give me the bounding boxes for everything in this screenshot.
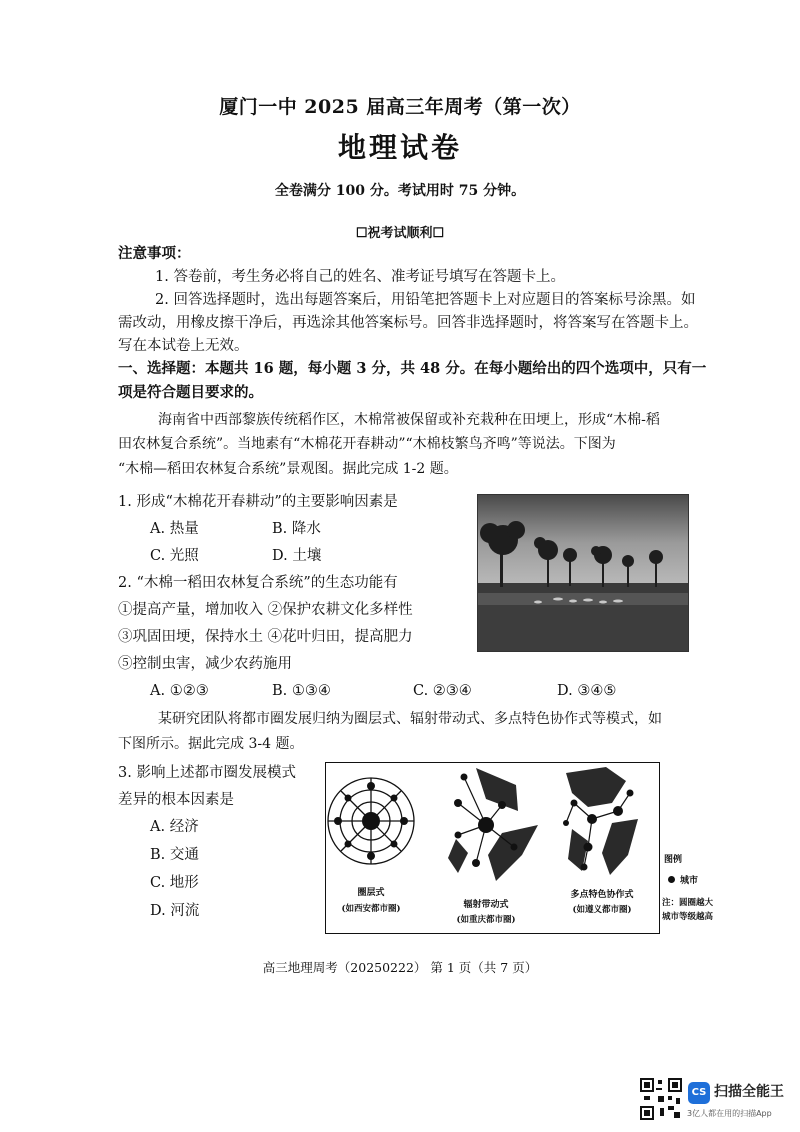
question-1-option-a: A. 热量 bbox=[150, 521, 199, 537]
camscanner-logo-icon: CS bbox=[688, 1082, 710, 1104]
notice-item-1: 1. 答卷前，考生务必将自己的姓名、准考证号填写在答题卡上。 bbox=[155, 269, 565, 285]
section-1-instruction-line-2: 项是符合题目要求的。 bbox=[118, 384, 263, 401]
diagram-sub-concentric: (如西安都市圈) bbox=[341, 904, 401, 914]
page-footer: 高三地理周考（20250222） 第 1 页（共 7 页） bbox=[262, 960, 538, 975]
metro-area-model-diagram bbox=[325, 762, 660, 934]
question-2-statement-2: ③巩固田埂，保持水土 ④花叶归田，提高肥力 bbox=[118, 629, 413, 645]
exam-title: 地理试卷 bbox=[337, 131, 462, 164]
qr-code-icon bbox=[640, 1078, 682, 1120]
diagram-sub-radiation: (如重庆都市圈) bbox=[456, 915, 516, 925]
section-1-instruction-line-1: 一、选择题：本题共 16 题，每小题 3 分，共 48 分。在每小题给出的四个选项中，只有一 bbox=[118, 360, 707, 377]
question-3-stem-line-2: 差异的根本因素是 bbox=[118, 792, 234, 808]
diagram-label-radiation: 辐射带动式 bbox=[463, 900, 509, 910]
notice-item-2-line-2: 需改动，用橡皮擦干净后，再选涂其他答案标号。回答非选择题时，将答案写在答题卡上。 bbox=[118, 315, 698, 331]
question-1-stem: 1. 形成“木棉花开春耕动”的主要影响因素是 bbox=[118, 494, 398, 510]
question-3-option-a: A. 经济 bbox=[150, 819, 199, 835]
question-2-option-c: C. ②③④ bbox=[413, 683, 472, 699]
kapok-rice-landscape-photo bbox=[477, 494, 689, 652]
passage-1-line-2: 田农林复合系统”。当地素有“木棉花开春耕动”“木棉枝繁鸟齐鸣”等说法。下图为 bbox=[118, 436, 616, 452]
legend-title: 图例 bbox=[664, 855, 683, 865]
passage-1-line-1: 海南省中西部黎族传统稻作区，木棉常被保留或补充栽种在田埂上，形成“木棉-稻 bbox=[158, 412, 660, 428]
camscanner-tagline: 3亿人都在用的扫描App bbox=[687, 1109, 772, 1118]
question-3-option-d: D. 河流 bbox=[150, 903, 200, 919]
passage-1-line-3: “木棉—稻田农林复合系统”景观图。据此完成 1-2 题。 bbox=[118, 461, 458, 477]
notice-item-2-line-1: 2. 回答选择题时，选出每题答案后，用铅笔把答题卡上对应题目的答案标号涂黑。如 bbox=[155, 292, 696, 308]
camscanner-name: 扫描全能王 bbox=[714, 1084, 784, 1100]
question-2-statement-1: ①提高产量，增加收入 ②保护农耕文化多样性 bbox=[118, 602, 413, 618]
legend-note-line-2: 城市等级越高 bbox=[662, 912, 714, 922]
multipoint-model-terrain bbox=[566, 767, 638, 875]
full-score-note: 全卷满分 100 分。考试用时 75 分钟。 bbox=[274, 183, 526, 199]
diagram-sub-multipoint: (如遵义都市圈) bbox=[572, 905, 632, 915]
notice-heading: 注意事项： bbox=[118, 245, 191, 262]
question-3-stem-line-1: 3. 影响上述都市圈发展模式 bbox=[118, 765, 296, 781]
passage-2-line-2: 下图所示。据此完成 3-4 题。 bbox=[118, 736, 304, 752]
question-3-option-c: C. 地形 bbox=[150, 875, 199, 891]
passage-2-line-1: 某研究团队将都市圈发展归纳为圈层式、辐射带动式、多点特色协作式等模式，如 bbox=[158, 711, 662, 727]
question-1-option-b: B. 降水 bbox=[272, 521, 321, 537]
question-1-option-d: D. 土壤 bbox=[272, 548, 322, 564]
question-2-option-a: A. ①②③ bbox=[150, 683, 209, 699]
legend-note-line-1: 注：圆圈越大 bbox=[662, 898, 714, 908]
diagram-label-concentric: 圈层式 bbox=[357, 888, 385, 898]
question-2-option-b: B. ①③④ bbox=[272, 683, 331, 699]
diagram-label-multipoint: 多点特色协作式 bbox=[570, 890, 634, 900]
exam-subtitle: 厦门一中 2025 届高三年周考（第一次） bbox=[219, 96, 581, 118]
blessing-text: ☐祝考试顺利☐ bbox=[355, 226, 445, 241]
question-2-option-d: D. ③④⑤ bbox=[557, 683, 617, 699]
legend-city-dot-icon bbox=[668, 876, 675, 883]
question-1-option-c: C. 光照 bbox=[150, 548, 199, 564]
notice-item-2-line-3: 写在本试卷上无效。 bbox=[118, 338, 249, 354]
question-2-stem: 2. “木棉一稻田农林复合系统”的生态功能有 bbox=[118, 575, 398, 591]
legend-city-label: 城市 bbox=[680, 876, 699, 886]
question-3-option-b: B. 交通 bbox=[150, 847, 199, 863]
question-2-statement-3: ⑤控制虫害，减少农药施用 bbox=[118, 656, 292, 672]
